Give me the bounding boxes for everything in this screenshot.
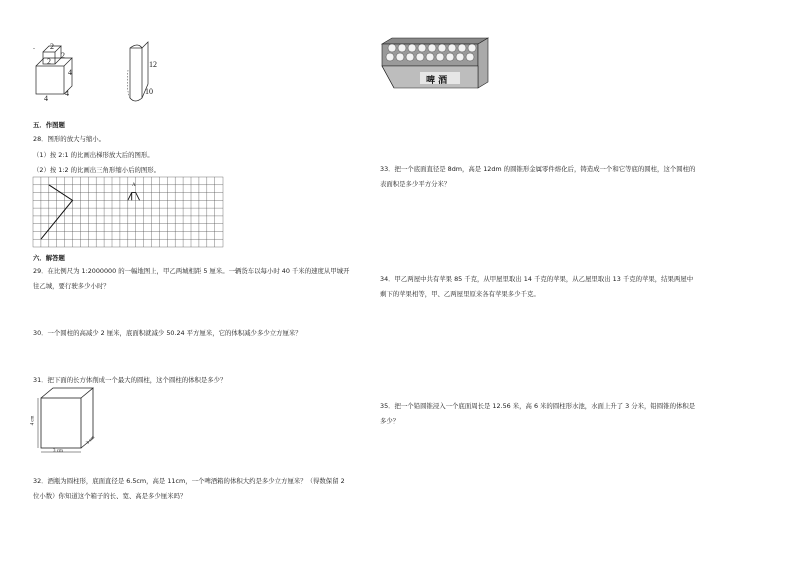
cube-label-top: 2 (50, 42, 54, 51)
question-29-line-2: 往乙城，要行驶多少小时？ (33, 282, 110, 290)
question-30: 30．一个圆柱的高减少 2 厘米，底面积就减少 50.24 平方厘米，它的体积减少多少立方厘米？ (33, 329, 302, 337)
question-33-line-2: 表面积是多少平方分米？ (380, 180, 451, 188)
question-32-line-2: 位小数）你知道这个箱子的长、宽、高是多少厘米吗？ (33, 492, 187, 500)
section-six-heading: 六．解答题 (33, 254, 65, 262)
question-35-line-2: 多少？ (380, 417, 400, 425)
grid-vertex-label: A (132, 183, 136, 188)
cube-label-depth: 4 (65, 89, 69, 98)
cube-label-side: 4 (68, 68, 72, 77)
question-34-line-1: 34．甲乙两屋中共有苹果 85 千克，从甲屋里取出 14 千克的苹果，从乙屋里取出 13 千克的苹果，结果两屋中 (380, 275, 694, 283)
section-five-heading: 五．作图题 (33, 121, 65, 129)
cut-cylinder-figure (120, 40, 160, 105)
cube-label-front: 2 (47, 57, 51, 66)
question-28: 28．图形的放大与缩小。 (33, 135, 106, 143)
question-35-line-1: 35．把一个铅圆锥浸入一个底面周长是 12.56 米，高 6 米的圆柱形水池，水面上升了 3 分米，铅圆锥的体积是 (380, 402, 696, 410)
question-33-line-1: 33．把一个底面直径是 8dm，高是 12dm 的圆锥形金属零件熔化后，铸造成一个和它等底的圆柱，这个圆柱的 (380, 165, 696, 173)
question-34-line-2: 剩下的苹果相等，甲、乙两屋里原来各有苹果多少千克。 (380, 290, 540, 298)
beer-box-text: 啤 酒 (426, 76, 448, 86)
cube-label-mid: 2 (61, 51, 65, 60)
beer-box-figure (380, 38, 490, 98)
prism-depth-label: 3 cm (85, 435, 97, 446)
question-29-line-1: 29．在比例尺为 1:2000000 的一幅地图上，甲乙两城相距 5 厘米。一辆货车以每小时 40 千米的速度从甲城开 (33, 267, 350, 275)
prism-length-label: 3 cm (53, 449, 63, 454)
stacked-cube-figure (30, 40, 90, 110)
question-31: 31．把下面的长方体削成一个最大的圆柱，这个圆柱的体积是多少？ (33, 376, 227, 384)
question-32-line-1: 32．酒瓶为圆柱形，底面直径是 6.5cm，高是 11cm，一个啤酒箱的体积大约是多少立方厘米？（得数保留 2 (33, 477, 345, 485)
drawing-grid (33, 177, 223, 247)
cylinder-base-label: 10 (145, 87, 153, 96)
rectangular-prism-figure (33, 388, 108, 458)
question-28-part-2: （2）按 1:2 的比画出三角形缩小后的图形。 (33, 166, 161, 174)
question-28-part-1: （1）按 2:1 的比画出梯形放大后的图形。 (33, 151, 154, 159)
prism-height-label: 4 cm (30, 415, 36, 426)
cylinder-height-label: 12 (149, 60, 157, 69)
cube-label-bottom: 4 (44, 94, 48, 103)
